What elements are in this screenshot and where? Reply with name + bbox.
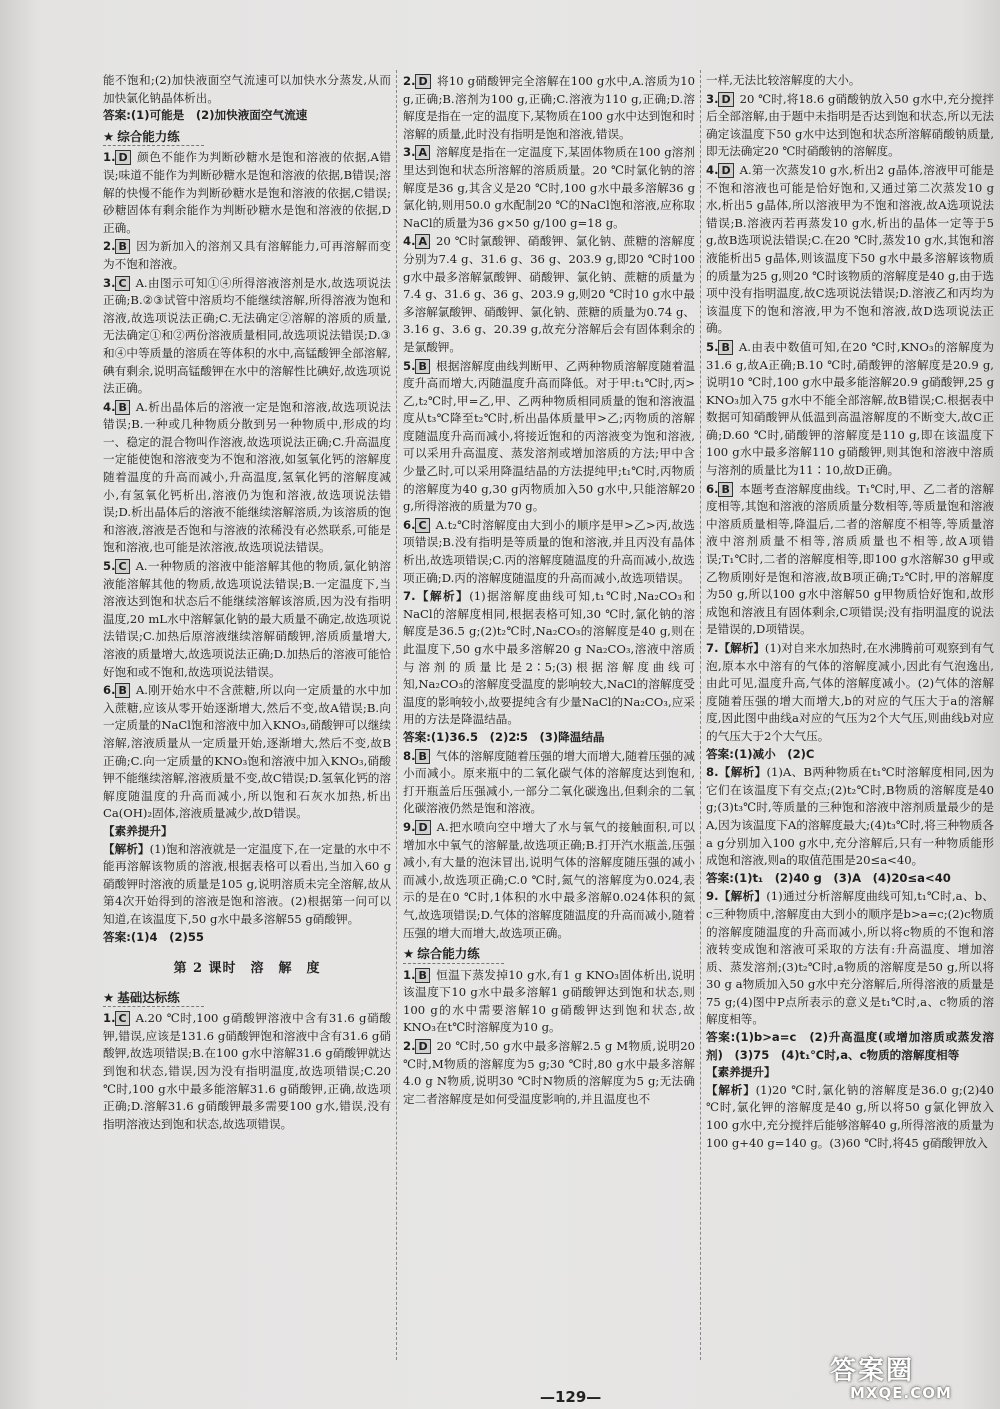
column-1 xyxy=(103,72,391,1362)
question-item: 5. B 根据溶解度曲线判断甲、乙两种物质溶解度随着温度升高而增大,丙随温度升高而降低。对于甲:t₁℃时,丙>乙,t₂℃时,甲=乙,甲、乙两种物质相同质量的饱和溶液温度从t₃℃降至t₂℃时,析出晶体质量甲>乙;丙物质的溶解度随温度升高而减小,将接近饱和的丙溶液变为饱和溶液,可以采用升高温度、蒸发溶剂或增加溶质的方法;甲中含少量乙时,可以采用降温结晶的方法提纯甲;t₁℃时,丙物质的溶解度为40 g,30 g丙物质加入50 g水中,只能溶解20 g,所得溶液的质量为70 g。 xyxy=(403,358,695,514)
page-number: —129— xyxy=(540,1388,602,1406)
answer-option-box: A xyxy=(415,234,430,249)
question-item: 5. C A.一种物质的溶液中能溶解其他的物质,氯化钠溶液能溶解其他的物质,故选项说法错误;B.一定温度下,当溶液达到饱和状态后不能继续溶解该溶质,因为没有指明温度,20 mL水中溶解氯化钠的最大质量不确定,故选项说法错误;C.加热后原溶液继续溶解硝酸钾,溶质质量增大,溶液的质量增大,故选项说法正确;D.加热后的溶液可能恰好饱和或不饱和,故选项说法错误。 xyxy=(103,559,391,679)
answer-option-box: B xyxy=(415,749,429,764)
subsection-heading: 【素养提升】 xyxy=(103,823,173,838)
question-item: 1. D 颜色不能作为判断砂糖水是饱和溶液的依据,A错误;味道不能作为判断砂糖水是饱和溶液的依据,B错误;溶解的快慢不能作为判断砂糖水是饱和溶液的依据,C错误;砂糖固体有剩余能作为判断砂糖水是饱和溶液的依据,D正确。 xyxy=(103,150,391,235)
watermark-logo xyxy=(820,1350,990,1404)
column-2 xyxy=(403,72,695,1362)
question-item: 3. C A.由图示可知①④所得溶液溶剂是水,故选项说法正确;B.②③试管中溶质均不能继续溶解,所得溶液为饱和溶液,故选项说法正确;C.无法确定②溶解的溶质的质量,无法确定①和②两份溶液质量相同,故选项说法错误;D.③和④中等质量的溶质在等体积的水中,高锰酸钾全部溶解,碘有剩余,说明高锰酸钾在水中的溶解性比碘好,故选项说法正确。 xyxy=(103,275,391,396)
question-item: 6. B 本题考查溶解度曲线。T₁℃时,甲、乙二者的溶解度相等,其饱和溶液的溶质质量分数相等,等质量饱和溶液中溶质质量相等,降温后,二者的溶解度不相等,等质量溶液中溶剂质量不相等,溶质质量也不相等,故A项错误;T₁℃时,二者的溶解度相等,即100 g水溶解30 g甲或乙物质刚好是饱和溶液,故B项正确;T₂℃时,甲的溶解度为50 g,所以100 g水中溶解50 g甲物质恰好饱和,故形成饱和溶液且有固体剩余,C项错误;没有指明温度的说法是错误的,D项错误。 xyxy=(706,481,994,637)
answer-option-box: D xyxy=(718,163,733,178)
lesson-title: 第 2 课时 溶 解 度 xyxy=(173,961,321,977)
answer-line: 答案:(1)b>a=c (2)升高温度(或增加溶质或蒸发溶剂) (3)75 (4)t₁℃时,a、c物质的溶解度相等 xyxy=(706,1030,994,1062)
question-item: 4. D A.第一次蒸发10 g水,析出2 g晶体,溶液甲可能是不饱和溶液也可能是恰好饱和,又通过第二次蒸发10 g水,析出5 g晶体,所以溶液甲为不饱和溶液,故A选项说法错误;B.溶液丙若再蒸发10 g水,析出的晶体一定等于5 g,故B选项说法错误;C.在20 ℃时,蒸发10 g水,其饱和溶液能析出5 g晶体,则该温度下50 g水中最多溶解该物质的质量为25 g,则20 ℃时该物质的溶解度是40 g,由于选项中没有指明温度,故C选项说法错误;D.溶液乙和丙均为该温度下的饱和溶液,甲为不饱和溶液,故D选项说法正确。 xyxy=(706,162,994,336)
answer-option-box: C xyxy=(115,1011,129,1026)
intro-text: 能不饱和;(2)加快液面空气流速可以加快水分蒸发,从而加快氯化钠晶体析出。 xyxy=(103,73,391,105)
answer-option-box: B xyxy=(718,340,732,355)
star-icon: ★ xyxy=(103,989,115,1005)
section-heading: ★ 综合能力练 xyxy=(103,128,204,147)
question-item: 6. C A.t₂℃时溶解度由大到小的顺序是甲>乙>丙,故选项错误;B.没有指明是等质量的饱和溶液,并且丙没有晶体析出,故选项错误;C.丙的溶解度随温度的升高而减小,故选项正确;D.丙的溶解度随温度的升高而减小,故选项错误。 xyxy=(403,517,695,585)
subsection-heading: 【素养提升】 xyxy=(706,1065,776,1080)
question-item: 1. C A.20 ℃时,100 g硝酸钾溶液中含有31.6 g硝酸钾,错误,应该是131.6 g硝酸钾饱和溶液中含有31.6 g硝酸钾,故选项错误;B.在100 g水中溶解31.6 g硝酸钾就达到饱和状态,错误,因为没有指明温度,故选项错误;C.20 ℃时,100 g水中最多能溶解31.6 g硝酸钾,正确,故选项正确;D.溶解31.6 g硝酸钾最多需要100 g水,错误,没有指明溶液达到饱和状态,故选项错误。 xyxy=(103,1011,391,1131)
analysis-block: 8.【解析】(1)A、B两种物质在t₁℃时溶解度相同,因为它们在该温度下有交点;(2)t₂℃时,B物质的溶解度是40 g;(3)t₃℃时,等质量的三种饱和溶液中溶剂质量最少的是A,因为该温度下A的溶解度最大;(4)t₃℃时,将三种物质各a g分别加入100 g水中,充分溶解后,只有一种物质能形成饱和溶液,则a的取值范围是20≤a<40。 xyxy=(706,765,994,868)
star-icon: ★ xyxy=(403,946,415,962)
question-item: 8. B 气体的溶解度随着压强的增大而增大,随着压强的减小而减小。原来瓶中的二氧化碳气体的溶解度达到饱和,打开瓶盖后压强减小,一部分二氧化碳逸出,但剩余的二氧化碳溶液仍然是饱和溶液。 xyxy=(403,748,695,816)
question-item: 5. B A.由表中数值可知,在20 ℃时,KNO₃的溶解度为31.6 g,故A正确;B.10 ℃时,硝酸钾的溶解度是20.9 g,说明10 ℃时,100 g水中最多能溶解20.9 g硝酸钾,25 g KNO₃加入75 g水中不能全部溶解,故B错误;C.根据表中数据可知硝酸钾从低温到高温溶解度的不断变大,故C正确;D.60 ℃时,硝酸钾的溶解度是110 g,即在该温度下100 g水中最多溶解110 g硝酸钾,则其饱和溶液中溶质与溶剂的质量比为11∶10,故D正确。 xyxy=(706,339,994,478)
answer-line: 答案:(1)减小 (2)C xyxy=(706,746,815,761)
question-item: 3. D 20 ℃时,将18.6 g硝酸钠放入50 g水中,充分搅拌后全部溶解,由于题中未指明是否达到饱和状态,所以无法确定该温度下50 g水中达到饱和状态所溶解硝酸钠质量,即无法确定20 ℃时硝酸钠的溶解度。 xyxy=(706,91,994,159)
question-item: 1. B 恒温下蒸发掉10 g水,有1 g KNO₃固体析出,说明该温度下10 g水中最多溶解1 g硝酸钾达到饱和状态,则100 g的水中需要溶解10 g硝酸钾达到饱和状态,故KNO₃在t℃时溶解度为10 g。 xyxy=(403,967,695,1035)
answer-option-box: B xyxy=(415,359,429,374)
answer-option-box: B xyxy=(415,968,429,983)
answer-option-box: D xyxy=(115,150,130,165)
answer-option-box: C xyxy=(115,559,129,574)
answer-line: 答案:(1)4 (2)55 xyxy=(103,929,204,944)
question-item: 4. A 20 ℃时氯酸钾、硝酸钾、氯化钠、蔗糖的溶解度分别为7.4 g、31.6 g、36 g、203.9 g,即20 ℃时100 g水中最多溶解氯酸钾、硝酸钾、氯化钠、蔗糖的质量为7.4 g、31.6 g、36 g、203.9 g,则20 ℃时10 g水中最多溶解氯酸钾、硝酸钾、氯化钠、蔗糖的质量为0.74 g、3.16 g、3.6 g、20.39 g,故充分溶解后会有固体剩余的是氯酸钾。 xyxy=(403,234,695,354)
question-item: 2. B 因为新加入的溶剂又具有溶解能力,可再溶解而变为不饱和溶液。 xyxy=(103,239,391,271)
analysis-block: 【解析】(1)饱和溶液就是一定温度下,在一定量的水中不能再溶解该物质的溶液,根据表格可以看出,当加入60 g硝酸钾时溶液的质量是105 g,说明溶质未完全溶解,故从第4次开始得到的溶液是饱和溶液。(2)根据第一问可以知道,在该温度下,50 g水中最多溶解55 g硝酸钾。 xyxy=(103,841,391,926)
answer-option-box: D xyxy=(415,820,430,835)
continued-text: 一样,无法比较溶解度的大小。 xyxy=(706,73,861,87)
answer-option-box: C xyxy=(415,518,429,533)
answer-line: 答案:(1)可能是 (2)加快液面空气流速 xyxy=(103,108,308,123)
column-divider xyxy=(700,70,701,1360)
answer-option-box: C xyxy=(115,276,129,291)
question-item: 4. B A.析出晶体后的溶液一定是饱和溶液,故选项说法错误;B.一种或几种物质分散到另一种物质中,形成的均一、稳定的混合物叫作溶液,故选项说法正确;C.升高温度一定能使饱和溶液变为不饱和溶液,如氢氧化钙的溶解度随着温度的升高而减小,升高温度,氢氧化钙的溶解度减小,有氢氧化钙析出,溶液仍为饱和溶液,故选项说法错误;D.析出晶体后的溶液不能继续溶解溶质,为该溶质的饱和溶液,溶液是否饱和与溶液的浓稀没有必然联系,可能是饱和溶液,也可能是浓溶液,故选项说法错误。 xyxy=(103,399,391,555)
answer-line: 答案:(1)t₁ (2)40 g (3)A (4)20≤a<40 xyxy=(706,870,951,885)
answer-option-box: B xyxy=(115,400,129,415)
star-icon: ★ xyxy=(103,128,115,144)
analysis-block: 【解析】(1)20 ℃时,氯化钠的溶解度是36.0 g;(2)40 ℃时,氯化钾的溶解度是40 g,所以将50 g氯化钾放入100 g水中,充分搅拌后能够溶解40 g,所得溶液的质量为100 g+40 g=140 g。(3)60 ℃时,将45 g硝酸钾放入 xyxy=(706,1082,994,1150)
answer-option-box: A xyxy=(415,145,430,160)
answer-line: 答案:(1)36.5 (2)2∶5 (3)降温结晶 xyxy=(403,729,605,744)
watermark-text: 答案圈 xyxy=(830,1356,915,1386)
question-item: 3. A 溶解度是指在一定温度下,某固体物质在100 g溶剂里达到饱和状态所溶解的溶质质量。20 ℃时氯化钠的溶解度是36 g,其含义是20 ℃时,100 g水中最多溶解36 g氯化钠,则用50.0 g水配制20 ℃的NaCl饱和溶液,应称取NaCl的质量为36 g×50 g/100 g=18 g。 xyxy=(403,145,695,230)
analysis-block: 7.【解析】(1)对自来水加热时,在水沸腾前可观察到有气泡,原本水中溶有的气体的溶解度减小,因此有气泡逸出,由此可见,温度升高,气体的溶解度减小。(2)气体的溶解度随着压强的增大而增大,b的对应的气压大于a的溶解度,因此图中曲线a对应的气压为2个大气压,则曲线b对应的气压大于2个大气压。 xyxy=(706,641,994,743)
answer-option-box: D xyxy=(415,74,430,89)
watermark-url: MXQE.COM xyxy=(850,1384,952,1402)
section-heading: ★ 综合能力练 xyxy=(403,945,504,964)
column-3 xyxy=(706,72,994,1362)
section-heading: ★ 基础达标练 xyxy=(103,989,204,1008)
answer-option-box: D xyxy=(415,1039,430,1054)
answer-option-box: B xyxy=(718,482,732,497)
answer-option-box: D xyxy=(718,92,733,107)
question-item: 2. D 将10 g硝酸钾完全溶解在100 g水中,A.溶质为10 g,正确;B.溶剂为100 g,正确;C.溶液为110 g,正确;D.溶解度是指在一定的温度下,某物质在100 g水中达到饱和时溶解的质量,此时没有指明是饱和溶液,错误。 xyxy=(403,74,695,141)
question-item: 9. D A.把水喷向空中增大了水与氧气的接触面积,可以增加水中氧气的溶解量,故选项正确;B.打开汽水瓶盖,压强减小,有大量的泡沫冒出,说明气体的溶解度随压强的减小而减小,故选项正确;C.0 ℃时,氮气的溶解度为0.024,表示的是在0 ℃时,1体积的水中最多溶解0.024体积的氮气,故选项错误;D.气体的溶解度随温度的升高而减小,随着压强的增大而增大,故选项正确。 xyxy=(403,819,695,940)
analysis-block: 7.【解析】(1)据溶解度曲线可知,t₁℃时,Na₂CO₃和NaCl的溶解度相同,根据表格可知,30 ℃时,氯化钠的溶解度是36.5 g;(2)t₂℃时,Na₂CO₃的溶解度是40 g,则在此温度下,50 g水中最多溶解20 g Na₂CO₃,溶液中溶质与溶剂的质量比是2∶5;(3)根据溶解度曲线可知,Na₂CO₃的溶解度受温度的影响较大,NaCl的溶解度受温度的影响较小,故要提纯含有少量NaCl的Na₂CO₃,应采用的方法是降温结晶。 xyxy=(403,589,695,727)
answer-option-box: B xyxy=(115,683,129,698)
analysis-block: 9.【解析】(1)通过分析溶解度曲线可知,t₁℃时,a、b、c三种物质中,溶解度由大到小的顺序是b>a=c;(2)c物质的溶解度随温度的升高而减小,所以将c物质的不饱和溶液转变成饱和溶液可采取的方法有:升高温度、增加溶质、蒸发溶剂;(3)t₂℃时,a物质的溶解度是50 g,所以将30 g a物质加入50 g水中充分溶解后,所得溶液的质量是75 g;(4)图中P点所表示的意义是t₁℃时,a、c物质的溶解度相等。 xyxy=(706,889,994,1027)
question-item: 6. B A.刚开始水中不含蔗糖,所以向一定质量的水中加入蔗糖,应该从零开始逐渐增大,然后不变,故A错误;B.向一定质量的NaCl饱和溶液中加入KNO₃,硝酸钾可以继续溶解,溶液质量从一定质量开始,逐渐增大,然后不变,故B正确;C.向一定质量的KNO₃饱和溶液中加入KNO₃,硝酸钾不能继续溶解,溶液质量不变,故C错误;D.氢氧化钙的溶解度随温度的升高而减小,所以饱和石灰水加热,析出Ca(OH)₂固体,溶液质量减少,故D错误。 xyxy=(103,683,391,821)
question-item: 2. D 20 ℃时,50 g水中最多溶解2.5 g M物质,说明20 ℃时,M物质的溶解度为5 g;30 ℃时,80 g水中最多溶解4.0 g N物质,说明30 ℃时N物质的溶解度为5 g;无法确定二者溶解度是如何受温度影响的,并且温度也不 xyxy=(403,1039,695,1106)
column-divider xyxy=(396,70,397,1360)
answer-option-box: B xyxy=(115,239,129,254)
